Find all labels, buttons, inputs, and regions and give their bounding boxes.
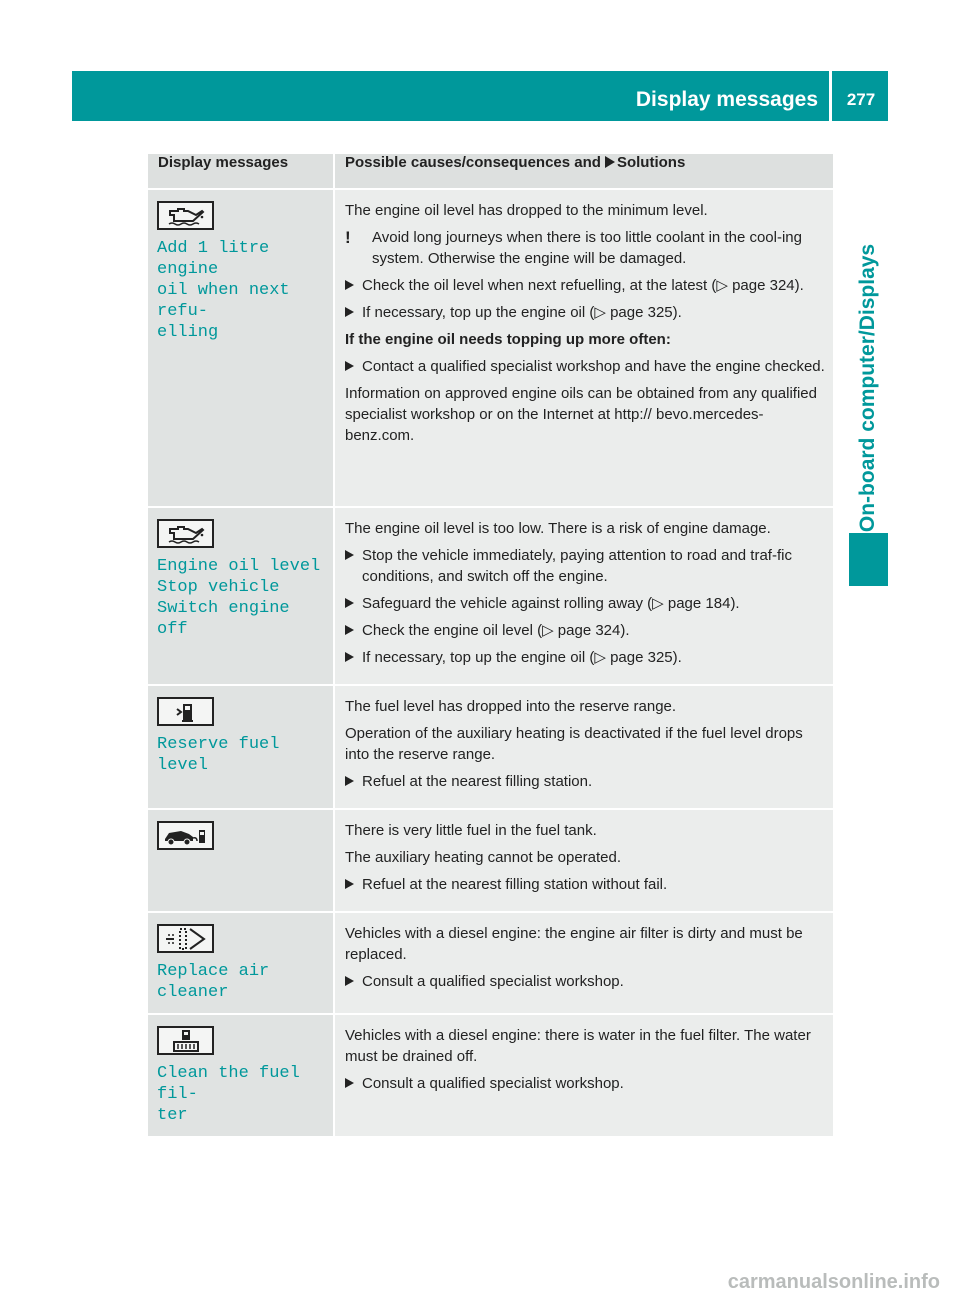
page-number: 277: [846, 90, 876, 109]
solution-cell: [334, 507, 833, 685]
column-header-causes: Possible causes/consequences and: [345, 154, 601, 171]
step-text: Stop the vehicle immediately, paying attention to road and traf-fic conditions, and switch off the engine.: [362, 547, 792, 585]
warning-icon: !: [345, 228, 351, 247]
step-text: Check the engine oil level (▷ page 324).: [362, 622, 630, 639]
table-row: [148, 1014, 833, 1137]
warning-note: [345, 227, 825, 269]
solution-cell: [334, 809, 833, 912]
display-cell: [148, 189, 334, 507]
step-arrow-icon: [345, 976, 354, 986]
step-arrow-icon: [345, 652, 354, 662]
table-row: [148, 912, 833, 1014]
action-step: [345, 593, 825, 614]
display-cell: [148, 809, 334, 912]
solution-cell: [334, 912, 833, 1014]
info-text: Information on approved engine oils can be obtained from any qualified specialist workshop or on the Internet at http:// bevo.mercedes-benz.com.: [345, 385, 817, 444]
action-step: [345, 874, 825, 895]
step-arrow-icon: [345, 361, 354, 371]
column-header-display: Display messages: [148, 154, 334, 189]
action-step: [345, 971, 825, 992]
step-text: If necessary, top up the engine oil (▷ page 325).: [362, 304, 682, 321]
watermark: carmanualsonline.info: [727, 1271, 940, 1293]
step-text: Safeguard the vehicle against rolling away (▷ page 184).: [362, 595, 740, 612]
step-text: Refuel at the nearest filling station without fail.: [362, 876, 668, 893]
step-arrow-icon: [345, 307, 354, 317]
section-title: Display messages: [635, 88, 818, 111]
info-text: The auxiliary heating cannot be operated.: [345, 849, 622, 866]
action-step: [345, 545, 825, 587]
step-text: Refuel at the nearest filling station.: [362, 773, 593, 790]
step-arrow-icon: [345, 1078, 354, 1088]
step-arrow-icon: [345, 776, 354, 786]
cause-text: Vehicles with a diesel engine: the engine air filter is dirty and must be replaced.: [345, 925, 803, 963]
page-header: [72, 71, 888, 121]
action-step: [345, 620, 825, 641]
fuel-pump-icon: [157, 697, 214, 726]
cause-text: The engine oil level is too low. There is a risk of engine damage.: [345, 520, 771, 537]
subheading: If the engine oil needs topping up more often:: [345, 331, 671, 348]
solution-cell: [334, 685, 833, 809]
table-row: [148, 507, 833, 685]
action-step: [345, 275, 825, 296]
action-step: [345, 647, 825, 668]
air-filter-icon: [157, 924, 214, 953]
step-text: Consult a qualified specialist workshop.: [362, 973, 624, 990]
table-row: [148, 685, 833, 809]
display-cell: [148, 912, 334, 1014]
display-messages-table: [148, 154, 833, 1138]
oil-can-icon: [157, 519, 214, 548]
action-step: [345, 356, 825, 377]
step-arrow-icon: [345, 598, 354, 608]
oil-can-icon: [157, 201, 214, 230]
arrow-icon: [605, 156, 615, 168]
display-message-text: Reserve fuel level: [157, 735, 280, 775]
display-cell: [148, 1014, 334, 1137]
fuel-filter-icon: [157, 1026, 214, 1055]
step-arrow-icon: [345, 625, 354, 635]
action-step: [345, 1073, 825, 1094]
action-step: [345, 302, 825, 323]
display-cell: [148, 507, 334, 685]
solution-cell: [334, 1014, 833, 1137]
table-row: [148, 809, 833, 912]
cause-text: The engine oil level has dropped to the minimum level.: [345, 202, 708, 219]
table-header-row: [148, 154, 833, 189]
step-arrow-icon: [345, 879, 354, 889]
column-header-solutions-label: Solutions: [616, 154, 686, 171]
side-tab-marker: [849, 533, 888, 586]
cause-text: The fuel level has dropped into the reserve range.: [345, 698, 677, 715]
header-divider: [829, 71, 832, 121]
info-text: Operation of the auxiliary heating is deactivated if the fuel level drops into the reserve range.: [345, 725, 803, 763]
display-message-text: Add 1 litre engine oil when next refu‐ elling: [157, 239, 290, 342]
display-message-text: Replace air cleaner: [157, 962, 270, 1002]
display-message-text: Clean the fuel fil‐ ter: [157, 1064, 300, 1125]
column-header-solutions: [334, 154, 833, 189]
step-arrow-icon: [345, 550, 354, 560]
display-cell: [148, 685, 334, 809]
side-tab-label: On-board computer/Displays: [856, 243, 879, 533]
step-text: Contact a qualified specialist workshop and have the engine checked.: [362, 358, 825, 375]
solution-cell: [334, 189, 833, 507]
step-text: If necessary, top up the engine oil (▷ page 325).: [362, 649, 682, 666]
step-text: Consult a qualified specialist workshop.: [362, 1075, 624, 1092]
display-message-text: Engine oil level Stop vehicle Switch engine off: [157, 557, 321, 639]
warning-text: Avoid long journeys when there is too little coolant in the cool-ing system. Otherwise the engine will be damaged.: [372, 229, 802, 267]
step-arrow-icon: [345, 280, 354, 290]
car-fuel-icon: [157, 821, 214, 850]
table-row: [148, 189, 833, 507]
step-text: Check the oil level when next refuelling, at the latest (▷ page 324).: [362, 277, 804, 294]
cause-text: There is very little fuel in the fuel tank.: [345, 822, 597, 839]
cause-text: Vehicles with a diesel engine: there is water in the fuel filter. The water must be drained off.: [345, 1027, 811, 1065]
action-step: [345, 771, 825, 792]
